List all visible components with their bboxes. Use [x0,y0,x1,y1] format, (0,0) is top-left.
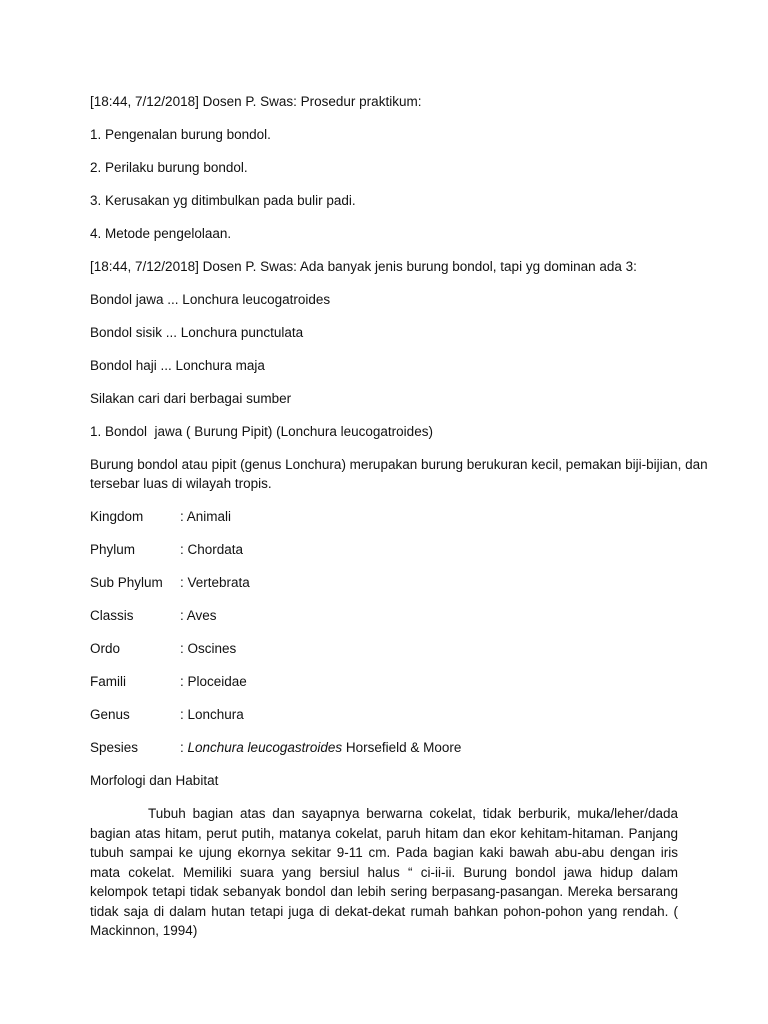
taxonomy-value: : Lonchura [180,707,244,722]
chat-header-species: [18:44, 7/12/2018] Dosen P. Swas: Ada banyak jenis burung bondol, tapi yg dominan ada 3: [90,259,637,274]
taxonomy-value: : Chordata [180,542,244,557]
species-list-item: Bondol haji ... Lonchura maja [90,358,265,373]
taxonomy-key: Classis [90,608,134,623]
taxonomy-key: Kingdom [90,509,144,524]
intro-line: Burung bondol atau pipit (genus Lonchura) merupakan burung berukuran kecil, pemakan biji-bijian, dan [90,457,708,472]
morphology-paragraph: Tubuh bagian atas dan sayapnya berwarna cokelat, tidak berburik, muka/leher/dada bagian atas hitam, perut putih, matanya cokelat, paruh hitam dan ekor kehitam-hitaman. Panjang tubuh sampai ke ujung ekornya sekitar 9-11 cm. Pada bagian kaki bawah abu-abu dengan iris mata cokelat. Memiliki suara yang bersiul halus “ ci-ii-ii. Burung bondol jawa hidup dalam kelompok tetapi tidak sebanyak bondol dan lebih sering berpasang-pasangan. Mereka bersarang tidak saja di dalam hutan tetapi juga di dekat-dekat rumah bahkan pohon-pohon yang rendah. ( Mackinnon, 1994) [90,806,678,938]
taxonomy-key: Genus [90,707,130,722]
intro-line: tersebar luas di wilayah tropis. [90,476,272,491]
species-list-item: Bondol sisik ... Lonchura punctulata [90,325,304,340]
taxonomy-value: : Oscines [180,641,237,656]
section-title: 1. Bondol jawa ( Burung Pipit) (Lonchura leucogatroides) [90,424,433,439]
taxonomy-key: Ordo [90,641,121,656]
taxonomy-value: : Ploceidae [180,674,247,689]
taxonomy-key: Phylum [90,542,136,557]
species-list-item: Bondol jawa ... Lonchura leucogatroides [90,292,331,307]
taxonomy-key: Famili [90,674,126,689]
species-name-italic: Lonchura leucogastroides [187,740,343,755]
species-prefix: : [180,740,188,755]
species-author: Horsefield & Moore [342,740,462,755]
taxonomy-value: : Animali [180,509,232,524]
taxonomy-key: Spesies [90,740,139,755]
taxonomy-key: Sub Phylum [90,575,163,590]
procedure-item: 4. Metode pengelolaan. [90,226,232,241]
procedure-item: 1. Pengenalan burung bondol. [90,127,271,142]
procedure-item: 3. Kerusakan yg ditimbulkan pada bulir padi. [90,193,356,208]
taxonomy-value-species [180,739,461,757]
taxonomy-value: : Aves [180,608,217,623]
instruction-text: Silakan cari dari berbagai sumber [90,391,292,406]
morphology-heading: Morfologi dan Habitat [90,773,219,788]
procedure-item: 2. Perilaku burung bondol. [90,160,248,175]
chat-header-procedure: [18:44, 7/12/2018] Dosen P. Swas: Prosedur praktikum: [90,94,422,109]
taxonomy-value: : Vertebrata [180,575,250,590]
